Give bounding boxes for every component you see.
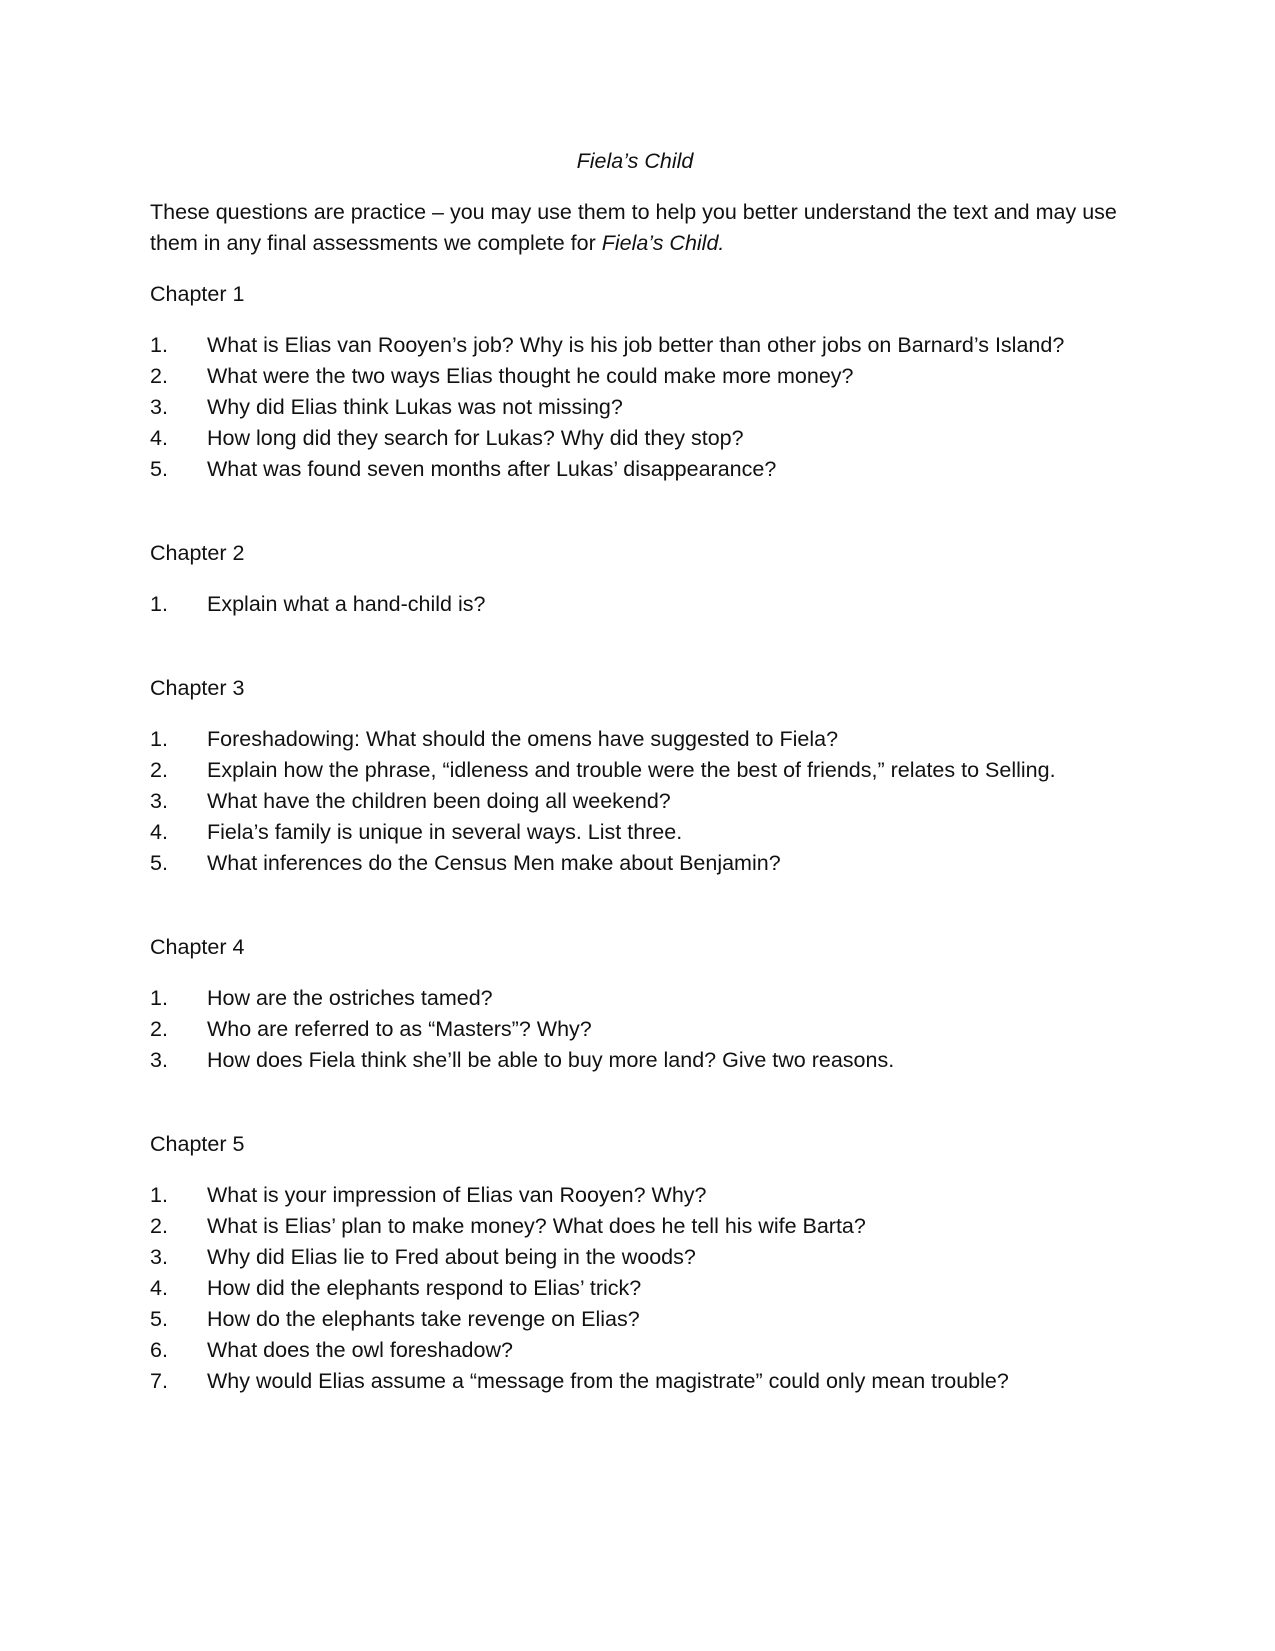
question-number: 3.: [150, 1048, 168, 1072]
question-list: [150, 983, 1120, 1076]
question-text: Who are referred to as “Masters”? Why?: [207, 1017, 592, 1041]
question-item: [150, 983, 1120, 1014]
question-item: [150, 423, 1120, 454]
question-item: [150, 1335, 1120, 1366]
question-number: 2.: [150, 1017, 168, 1041]
question-number: 1.: [150, 727, 168, 751]
chapter-heading: Chapter 2: [150, 541, 245, 565]
question-number: 4.: [150, 1276, 168, 1300]
question-text: Explain how the phrase, “idleness and trouble were the best of friends,” relates to Selling.: [207, 758, 1056, 782]
question-number: 2.: [150, 1214, 168, 1238]
question-number: 6.: [150, 1338, 168, 1362]
question-text: What is Elias van Rooyen’s job? Why is his job better than other jobs on Barnard’s Island?: [207, 333, 1065, 357]
question-number: 5.: [150, 851, 168, 875]
question-number: 5.: [150, 1307, 168, 1331]
question-item: [150, 589, 1120, 620]
chapter-heading: Chapter 3: [150, 676, 245, 700]
document-title: Fiela’s Child: [576, 149, 694, 173]
question-number: 1.: [150, 1183, 168, 1207]
question-item: [150, 1211, 1120, 1242]
chapter-section-5: [150, 1129, 1120, 1397]
question-item: [150, 1366, 1120, 1397]
question-item: [150, 817, 1120, 848]
chapter-section-1: [150, 279, 1120, 485]
question-item: [150, 786, 1120, 817]
question-number: 2.: [150, 758, 168, 782]
question-item: [150, 1045, 1120, 1076]
question-text: How are the ostriches tamed?: [207, 986, 493, 1010]
question-item: [150, 1180, 1120, 1211]
question-text: Foreshadowing: What should the omens have suggested to Fiela?: [207, 727, 839, 751]
question-item: [150, 1242, 1120, 1273]
question-item: [150, 1014, 1120, 1045]
chapter-heading: Chapter 4: [150, 935, 245, 959]
question-list: [150, 724, 1120, 879]
intro-paragraph: [150, 197, 1120, 259]
question-number: 3.: [150, 789, 168, 813]
question-number: 1.: [150, 592, 168, 616]
question-number: 7.: [150, 1369, 168, 1393]
question-number: 4.: [150, 426, 168, 450]
question-text: Explain what a hand-child is?: [207, 592, 486, 616]
chapter-heading: Chapter 5: [150, 1132, 245, 1156]
intro-book-title: Fiela’s Child.: [601, 231, 725, 255]
question-item: [150, 724, 1120, 755]
question-text: How did the elephants respond to Elias’ trick?: [207, 1276, 642, 1300]
question-text: How long did they search for Lukas? Why did they stop?: [207, 426, 744, 450]
question-number: 4.: [150, 820, 168, 844]
question-item: [150, 392, 1120, 423]
question-text: How do the elephants take revenge on Elias?: [207, 1307, 640, 1331]
question-item: [150, 330, 1120, 361]
question-text: What does the owl foreshadow?: [207, 1338, 513, 1362]
question-text: Why did Elias think Lukas was not missing?: [207, 395, 623, 419]
chapter-section-3: [150, 673, 1120, 879]
question-text: Why would Elias assume a “message from the magistrate” could only mean trouble?: [207, 1369, 1009, 1393]
question-number: 1.: [150, 333, 168, 357]
question-number: 3.: [150, 1245, 168, 1269]
question-text: What is your impression of Elias van Rooyen? Why?: [207, 1183, 707, 1207]
question-text: How does Fiela think she’ll be able to buy more land? Give two reasons.: [207, 1048, 895, 1072]
chapter-heading: Chapter 1: [150, 282, 245, 306]
question-text: What is Elias’ plan to make money? What does he tell his wife Barta?: [207, 1214, 866, 1238]
question-number: 1.: [150, 986, 168, 1010]
question-item: [150, 454, 1120, 485]
question-text: What was found seven months after Lukas’ disappearance?: [207, 457, 777, 481]
question-item: [150, 755, 1120, 786]
question-list: [150, 330, 1120, 485]
question-text: What were the two ways Elias thought he could make more money?: [207, 364, 854, 388]
question-item: [150, 848, 1120, 879]
question-number: 2.: [150, 364, 168, 388]
chapter-section-4: [150, 932, 1120, 1076]
question-item: [150, 1304, 1120, 1335]
question-number: 5.: [150, 457, 168, 481]
question-text: Fiela’s family is unique in several ways. List three.: [207, 820, 683, 844]
document-page: [150, 146, 1120, 1397]
question-number: 3.: [150, 395, 168, 419]
question-list: [150, 589, 1120, 620]
question-list: [150, 1180, 1120, 1397]
question-item: [150, 361, 1120, 392]
intro-text: These questions are practice – you may use them to help you better understand the text and may use them in any final assessments we complete for: [150, 200, 1117, 255]
question-text: What inferences do the Census Men make about Benjamin?: [207, 851, 781, 875]
question-item: [150, 1273, 1120, 1304]
question-text: What have the children been doing all weekend?: [207, 789, 671, 813]
question-text: Why did Elias lie to Fred about being in the woods?: [207, 1245, 696, 1269]
chapter-section-2: [150, 538, 1120, 620]
